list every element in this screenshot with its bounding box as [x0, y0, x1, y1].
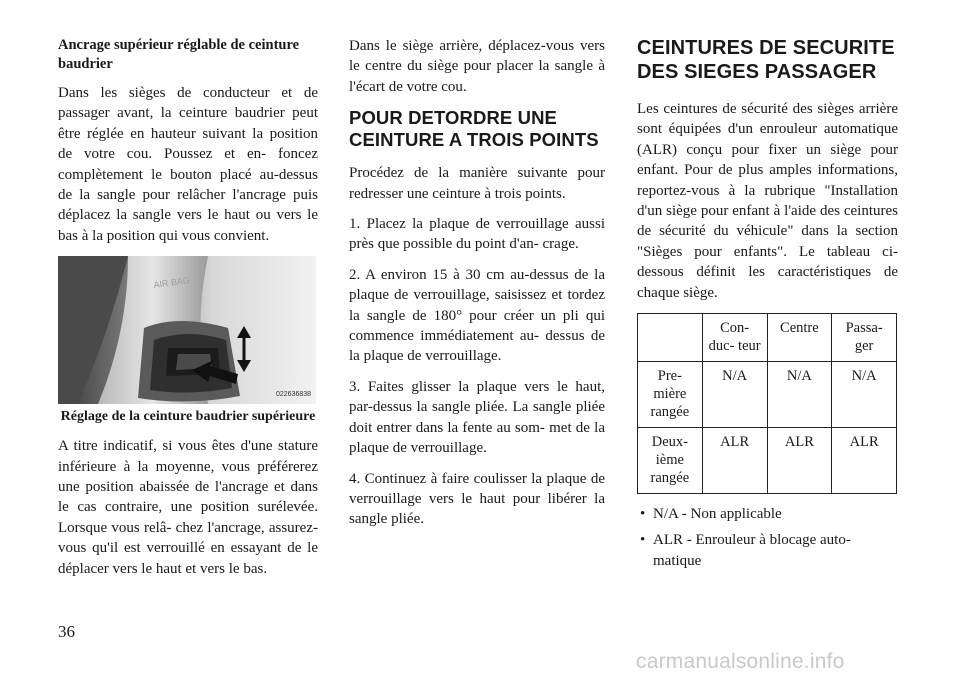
heading-passenger-belts: CEINTURES DE SECURITE DES SIEGES PASSAGER: [637, 37, 895, 83]
table-row: [638, 362, 897, 428]
image-code: 022636838: [276, 391, 312, 399]
seat-characteristics-table: [637, 313, 897, 494]
table-header-row: [638, 314, 897, 362]
table-row-label: Deux- ième rangée: [638, 428, 703, 494]
image-caption: Réglage de la ceinture baudrier supérieure: [60, 409, 316, 425]
step-3: 3. Faites glisser la plaque vers le haut, par-dessus la sangle pliée. La sangle pliée doit entrer dans la fente au som- met de la plaque de verrouillage.: [349, 378, 605, 457]
bullet-icon: •: [640, 532, 646, 549]
table-row: [638, 428, 897, 494]
table-header-cell: Passa- ger: [832, 314, 897, 362]
column-right: [637, 36, 898, 577]
table-row-label: Pre- mière rangée: [638, 362, 703, 428]
subheading-shoulder-anchor: Ancrage supérieur réglable de ceinture baudrier: [58, 37, 300, 72]
paragraph-stature-advice: A titre indicatif, si vous êtes d'une stature inférieure à la moyenne, vous préférerez une position abaissée de l'ancrage et dans le cas contraire, une position surélevée. Lorsque vous relâ- chez l'ancrage, assurez-vous qu'il est verrouillé en essayant de le déplacer vers le haut et vers le bas.: [58, 438, 318, 577]
list-item: [637, 504, 898, 524]
page-number: 36: [58, 622, 75, 641]
table-cell: N/A: [832, 362, 897, 428]
list-item-text: ALR - Enrouleur à blocage auto- matique: [653, 532, 851, 569]
paragraph-alr-description: Les ceintures de sécurité des sièges arrière sont équipées d'un enrouleur automatique (ALR) conçu pour fixer un siège pour enfant. Pour de plus amples informations, reportez-vous à la rubrique "Installation d'un siège pour enfant à l'aide des ceintures de sécurité du véhicule" dans la section "Sièges pour enfants". Le tableau ci- dessous définit les caractéristiques de chaque siège.: [637, 101, 898, 301]
belt-anchor-photo: [58, 256, 316, 404]
belt-anchor-illustration: [58, 256, 316, 404]
watermark: carmanualsonline.info: [636, 650, 845, 673]
paragraph-adjust-instructions: Dans les sièges de conducteur et de passager avant, la ceinture baudrier peut être réglée en hauteur suivant la position de votre cou. Poussez et en- foncez complètement le bouton placé au-dessus de la sangle pour relâcher l'ancrage puis déplacez la sangle vers le haut ou vers le bas à la position qui vous convient.: [58, 85, 318, 244]
table-cell: ALR: [767, 428, 832, 494]
table-cell: N/A: [702, 362, 767, 428]
list-item-text: N/A - Non applicable: [653, 506, 782, 523]
table-cell: N/A: [767, 362, 832, 428]
paragraph-untwist-intro: Procédez de la manière suivante pour redresser une ceinture à trois points.: [349, 165, 605, 202]
list-item: [637, 530, 898, 571]
legend-list: [637, 504, 898, 571]
table-header-cell: Centre: [767, 314, 832, 362]
step-1: 1. Placez la plaque de verrouillage aussi près que possible du point d'an- crage.: [349, 216, 605, 253]
table-cell: ALR: [832, 428, 897, 494]
step-4: 4. Continuez à faire coulisser la plaque de verrouillage vers le haut pour libérer la sangle pliée.: [349, 470, 605, 528]
table-cell: ALR: [702, 428, 767, 494]
column-middle: [349, 36, 605, 530]
bullet-icon: •: [640, 506, 646, 523]
step-2: 2. A environ 15 à 30 cm au-dessus de la plaque de verrouillage, saisissez et tordez la sangle de 180° pour créer un pli qui commence immédiatement au- dessus de la plaque de verrouillage.: [349, 266, 605, 365]
svg-text:AIR BAG: AIR BAG: [152, 275, 191, 291]
column-left: [58, 36, 318, 579]
paragraph-rear-seat: Dans le siège arrière, déplacez-vous vers le centre du siège pour placer la sangle à l'écart de votre cou.: [349, 38, 605, 95]
table-header-cell: Con- duc- teur: [702, 314, 767, 362]
heading-untwist-belt: POUR DETORDRE UNE CEINTURE A TROIS POINTS: [349, 107, 599, 151]
table-header-cell: [638, 314, 703, 362]
